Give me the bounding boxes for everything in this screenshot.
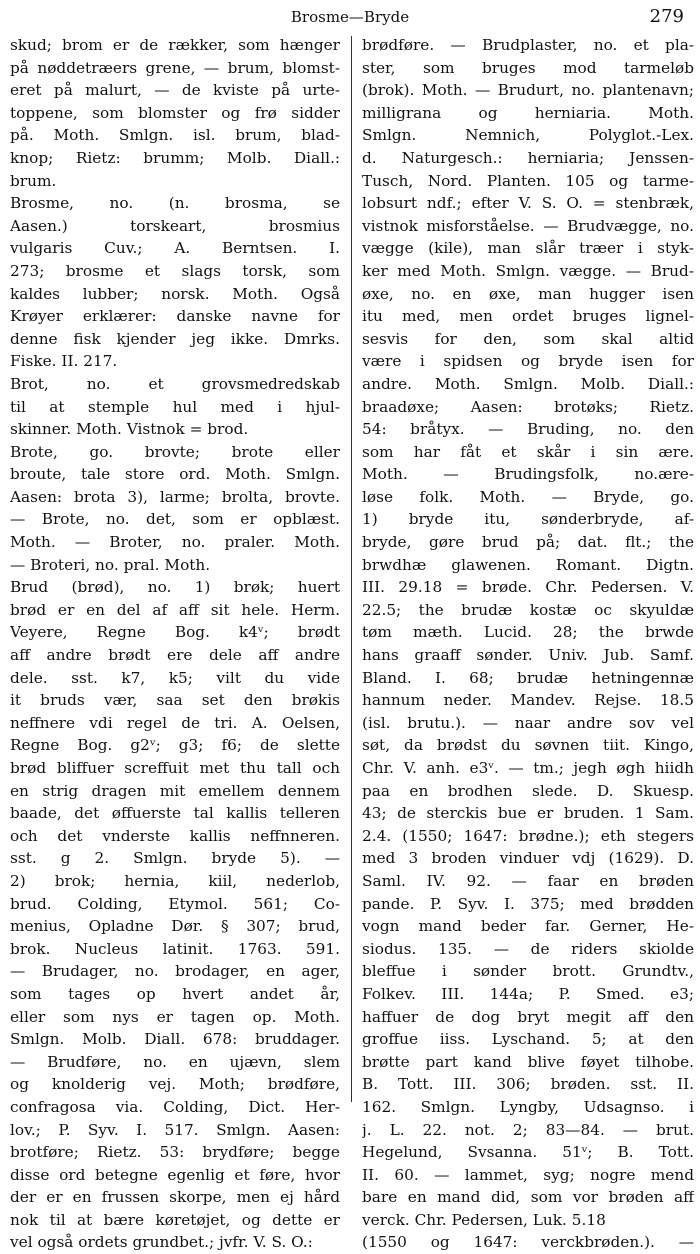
- text-line: Brosme, no. (n. brosma, se: [10, 194, 340, 213]
- text-line: brødføre. — Brudplaster, no. et pla-: [362, 36, 694, 54]
- text-line: vistnok misforståelse. — Brudvægge, no.: [362, 216, 694, 235]
- text-line: ster, som bruges mod tarmeløb: [362, 58, 694, 77]
- text-line: øxe, no. en øxe, man hugger isen: [362, 284, 694, 303]
- left-column: [10, 34, 340, 1254]
- text-line: II. 60. — lammet, syg; nogre mend: [362, 1165, 694, 1184]
- text-line: Fiske. II. 217.: [10, 352, 118, 371]
- text-line: en strig dragen mit emellem dennem: [10, 781, 340, 800]
- text-line: verck. Chr. Pedersen, Luk. 5.18: [362, 1210, 606, 1229]
- text-line: skinner. Moth. Vistnok = brod.: [10, 420, 249, 439]
- text-line: være i spidsen og bryde isen for: [362, 352, 694, 371]
- text-line: — Brudager, no. brodager, en ager,: [10, 962, 340, 981]
- text-line: — Broteri, no. pral. Moth.: [10, 555, 211, 574]
- text-line: III. 29.18 = brøde. Chr. Pedersen. V.: [362, 578, 694, 597]
- text-line: disse ord betegne egenlig et føre, hvor: [10, 1165, 340, 1184]
- text-line: (isl. brutu.). — naar andre sov vel: [362, 713, 694, 732]
- text-line: Folkev. III. 144a; P. Smed. e3;: [362, 984, 694, 1003]
- text-line: 2.4. (1550; 1647: brødne.); eth stegers: [362, 826, 694, 845]
- text-line: og knolderig vej. Moth; brødføre,: [10, 1075, 340, 1094]
- text-line: (1550 og 1647: verckbrøden.). —: [362, 1233, 694, 1252]
- text-line: der er en frussen skorpe, men ej hård: [10, 1188, 340, 1207]
- text-line: brød er en del af aff sit hele. Herm.: [10, 600, 340, 619]
- text-line: — Brote, no. det, som er opblæst.: [10, 510, 340, 529]
- page-number: 279: [649, 6, 684, 27]
- text-line: Saml. IV. 92. — faar en brøden: [362, 871, 694, 890]
- text-line: broute, tale store ord. Moth. Smlgn.: [10, 465, 340, 484]
- text-line: Brot, no. et grovsmedredskab: [10, 374, 340, 393]
- text-line: kaldes lubber; norsk. Moth. Også: [10, 284, 340, 303]
- text-line: til at stemple hul med i hjul-: [10, 397, 340, 416]
- text-line: Aasen: brota 3), larme; brolta, brovte.: [10, 487, 340, 506]
- text-line: groffue iiss. Lyschand. 5; at den: [362, 1030, 694, 1049]
- text-line: som har fåt et skår i sin ære.: [362, 442, 694, 461]
- text-line: Brud (brød), no. 1) brøk; huert: [10, 578, 340, 597]
- text-line: aff andre brødt ere dele aff andre: [10, 646, 340, 665]
- text-line: brotføre; Rietz. 53: brydføre; begge: [10, 1143, 340, 1162]
- text-line: Tusch, Nord. Planten. 105 og tarme-: [362, 171, 694, 190]
- text-line: sst. g 2. Smlgn. bryde 5). —: [10, 849, 340, 868]
- running-header: [0, 6, 700, 30]
- text-line: haffuer de dog bryt megit aff den: [362, 1007, 694, 1026]
- right-column: [362, 34, 694, 1254]
- text-line: ker med Moth. Smlgn. vægge. — Brud-: [362, 261, 694, 280]
- text-line: bryde, gøre brud på; dat. flt.; the: [362, 533, 694, 552]
- text-line: brum.: [10, 171, 57, 190]
- text-line: vulgaris Cuv.; A. Berntsen. I.: [10, 239, 340, 258]
- text-line: brød bliffuer screffuit met thu tall och: [10, 759, 340, 777]
- text-line: hans graaff sønder. Univ. Jub. Samf.: [362, 646, 694, 665]
- text-line: tøm mæth. Lucid. 28; the brwde: [362, 623, 694, 642]
- text-line: eret på malurt, — de kviste på urte-: [10, 81, 340, 100]
- text-line: Regne Bog. g2ᵛ; g3; f6; de slette: [10, 736, 340, 755]
- text-line: itu med, men ordet bruges lignel-: [362, 307, 694, 326]
- text-line: sesvis for den, som skal altid: [362, 329, 694, 348]
- text-line: lov.; P. Syv. I. 517. Smlgn. Aasen:: [10, 1120, 340, 1139]
- text-line: bleffue i sønder brott. Grundtv.,: [362, 962, 694, 981]
- text-line: menius, Opladne Dør. § 307; brud,: [10, 917, 340, 936]
- text-line: dele. sst. k7, k5; vilt du vide: [10, 668, 340, 687]
- text-line: milligrana og herniaria. Moth.: [362, 103, 694, 122]
- text-line: med 3 broden vinduer vdj (1629). D.: [362, 849, 694, 868]
- text-line: knop; Rietz: brumm; Molb. Diall.:: [10, 148, 340, 167]
- text-line: vogn mand beder far. Gerner, He-: [362, 917, 694, 936]
- text-line: B. Tott. III. 306; brøden. sst. II.: [362, 1075, 694, 1094]
- text-line: it bruds vær, saa set den brøkis: [10, 691, 340, 710]
- text-line: j. L. 22. not. 2; 83—84. — brut.: [362, 1120, 694, 1139]
- text-line: denne fisk kjender jeg ikke. Dmrks.: [10, 329, 340, 348]
- text-line: toppene, som blomster og frø sidder: [10, 103, 340, 122]
- text-line: Krøyer erklærer: danske navne for: [10, 307, 340, 326]
- text-line: 43; de sterckis bue er bruden. 1 Sam.: [362, 804, 694, 823]
- text-line: på nøddetræers grene, — brum, blomst-: [10, 58, 340, 77]
- text-line: brwdhæ glawenen. Romant. Digtn.: [362, 555, 694, 574]
- column-divider: [351, 36, 352, 1102]
- text-line: skud; brom er de rækker, som hænger: [10, 36, 340, 54]
- text-line: søt, da brødst du søvnen tiit. Kingo,: [362, 736, 694, 755]
- text-line: Smlgn. Nemnich, Polyglot.-Lex.: [362, 126, 694, 145]
- text-line: på. Moth. Smlgn. isl. brum, blad-: [10, 126, 340, 145]
- text-line: 273; brosme et slags torsk, som: [10, 261, 340, 280]
- text-line: brøtte part kand blive føyet tilhobe.: [362, 1052, 694, 1071]
- text-line: bare en mand did, som vor brøden aff: [362, 1188, 694, 1207]
- text-line: 54: bråtyx. — Bruding, no. den: [362, 420, 694, 439]
- text-line: siodus. 135. — de riders skiolde: [362, 939, 694, 958]
- text-line: vægge (kile), man slår træer i styk-: [362, 239, 694, 258]
- text-line: Veyere, Regne Bog. k4ᵛ; brødt: [10, 623, 340, 642]
- text-line: Smlgn. Molb. Diall. 678: bruddager.: [10, 1030, 340, 1049]
- text-line: eller som nys er tagen op. Moth.: [10, 1007, 340, 1026]
- text-line: pande. P. Syv. I. 375; med brødden: [362, 894, 694, 913]
- text-line: nok til at bære køretøjet, og dette er: [10, 1210, 340, 1229]
- text-line: Hegelund, Svsanna. 51ᵛ; B. Tott.: [362, 1143, 694, 1162]
- text-line: Brote, go. brovte; brote eller: [10, 442, 340, 461]
- text-line: løse folk. Moth. — Bryde, go.: [362, 487, 694, 506]
- text-line: (brok). Moth. — Brudurt, no. plantenavn;: [362, 81, 694, 100]
- text-line: och det vnderste kallis neffnneren.: [10, 826, 340, 845]
- text-line: Bland. I. 68; brudæ hetningennæ: [362, 668, 694, 687]
- text-line: hannum neder. Mandev. Rejse. 18.5: [362, 691, 694, 710]
- text-line: brok. Nucleus latinit. 1763. 591.: [10, 939, 340, 958]
- text-line: lobsurt ndf.; efter V. S. O. = stenbræk,: [362, 194, 694, 213]
- text-line: baade, det øffuerste tal kallis telleren: [10, 804, 340, 823]
- text-line: Moth. — Broter, no. praler. Moth.: [10, 533, 340, 552]
- text-line: d. Naturgesch.: herniaria; Jenssen-: [362, 148, 694, 167]
- text-line: — Brudføre, no. en ujævn, slem: [10, 1052, 340, 1071]
- text-line: Moth. — Brudingsfolk, no.ære-: [362, 465, 694, 484]
- text-line: 1) bryde itu, sønderbryde, af-: [362, 510, 694, 529]
- text-line: Chr. V. anh. e3ᵛ. — tm.; jegh øgh hiidh: [362, 759, 694, 777]
- text-line: andre. Moth. Smlgn. Molb. Diall.:: [362, 374, 694, 393]
- text-line: som tages op hvert andet år,: [10, 984, 340, 1003]
- text-line: 22.5; the brudæ kostæ oc skyuldæ: [362, 600, 694, 619]
- text-line: paa en brodhen slede. D. Skuesp.: [362, 781, 694, 800]
- text-line: vel også ordets grundbet.; jvfr. V. S. O.:: [10, 1233, 313, 1252]
- text-line: neffnere vdi regel de tri. A. Oelsen,: [10, 713, 340, 732]
- text-line: 2) brok; hernia, kiil, nederlob,: [10, 871, 340, 890]
- running-title: Brosme—Bryde: [290, 8, 410, 26]
- text-line: Aasen.) torskeart, brosmius: [10, 216, 340, 235]
- text-line: confragosa via. Colding, Dict. Her-: [10, 1097, 340, 1116]
- text-line: braadøxe; Aasen: brotøks; Rietz.: [362, 397, 694, 416]
- text-line: 162. Smlgn. Lyngby, Udsagnso. i: [362, 1097, 694, 1116]
- text-line: brud. Colding, Etymol. 561; Co-: [10, 894, 340, 913]
